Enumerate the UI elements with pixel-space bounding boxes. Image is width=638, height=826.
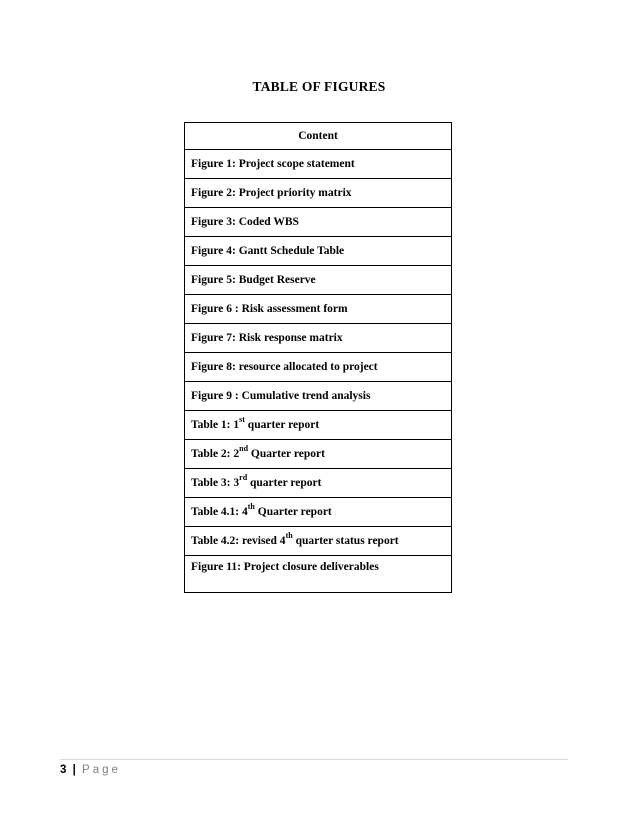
page-label: Page [82, 764, 121, 776]
figure-entry: Figure 7: Risk response matrix [185, 324, 452, 353]
entry-label: Table 2: 2 [191, 448, 240, 460]
table-of-figures [184, 122, 452, 593]
table-row [185, 556, 452, 593]
figure-entry: Figure 5: Budget Reserve [185, 266, 452, 295]
table-row [185, 440, 452, 469]
figure-entry: Figure 3: Coded WBS [185, 208, 452, 237]
table-row [185, 179, 452, 208]
table-entry [185, 498, 452, 527]
ordinal-suffix: th [247, 502, 255, 512]
table-entry [185, 527, 452, 556]
figure-entry: Figure 4: Gantt Schedule Table [185, 237, 452, 266]
entry-label: Table 3: 3 [191, 477, 240, 489]
table-entry [185, 440, 452, 469]
figure-entry: Figure 11: Project closure deliverables [185, 556, 452, 593]
figure-entry: Figure 2: Project priority matrix [185, 179, 452, 208]
ordinal-suffix: rd [239, 473, 248, 483]
table-entry [185, 469, 452, 498]
table-row [185, 527, 452, 556]
table-row [185, 353, 452, 382]
table-row [185, 237, 452, 266]
figure-entry: Figure 9 : Cumulative trend analysis [185, 382, 452, 411]
table-row [185, 324, 452, 353]
figure-entry: Figure 8: resource allocated to project [185, 353, 452, 382]
table-header-content: Content [185, 123, 452, 150]
entry-label: Table 4.2: revised 4 [191, 535, 286, 547]
entry-label-rest: Quarter report [248, 448, 325, 460]
table-row [185, 150, 452, 179]
page-title: TABLE OF FIGURES [252, 79, 386, 94]
ordinal-suffix: st [239, 415, 245, 425]
entry-label: Table 4.1: 4 [191, 506, 248, 518]
figure-entry: Figure 6 : Risk assessment form [185, 295, 452, 324]
table-row [185, 266, 452, 295]
footer-separator: | [72, 764, 76, 776]
entry-label-rest: Quarter report [254, 506, 332, 518]
entry-label-rest: quarter report [247, 477, 322, 489]
table-row [185, 208, 452, 237]
figure-entry: Figure 1: Project scope statement [185, 150, 452, 179]
page-number: 3 [60, 764, 67, 776]
entry-label: Table 1: 1 [191, 419, 240, 431]
table-row [185, 498, 452, 527]
table-row [185, 295, 452, 324]
table-header-row [185, 123, 452, 150]
entry-label-rest: quarter report [244, 419, 320, 431]
table-row [185, 469, 452, 498]
ordinal-suffix: nd [239, 444, 249, 454]
table-entry [185, 411, 452, 440]
footer-divider [60, 759, 568, 760]
ordinal-suffix: th [285, 531, 293, 541]
table-row [185, 382, 452, 411]
page-footer [60, 763, 121, 777]
table-row [185, 411, 452, 440]
entry-label-rest: quarter status report [292, 535, 399, 547]
